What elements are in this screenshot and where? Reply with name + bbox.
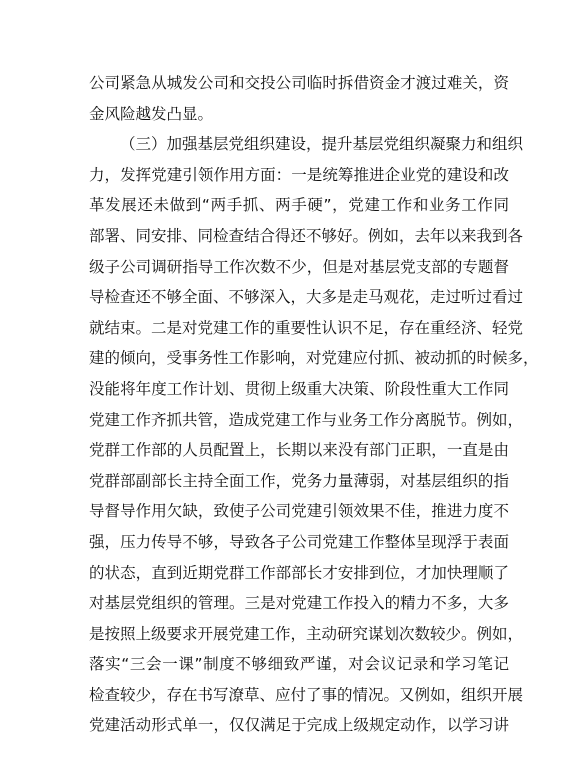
text-line: 强，压力传导不够，导致各子公司党建工作整体呈现浮于表面	[89, 532, 509, 551]
text-line: 公司紧急从城发公司和交投公司临时拆借资金才渡过难关，资	[89, 74, 509, 92]
text-line: 党群工作部的人员配置上，长期以来没有部门正职，一直是由	[89, 441, 509, 460]
section-heading-line: （三）加强基层党组织建设，提升基层党组织凝聚力和组织	[120, 135, 524, 154]
text-line: 就结束。二是对党建工作的重要性认识不足，存在重经济、轻党	[89, 318, 524, 337]
text-line: 力，发挥党建引领作用方面：一是统筹推进企业党的建设和改	[89, 165, 509, 184]
text-line: 革发展还未做到“两手抓、两手硬”，党建工作和业务工作同	[89, 196, 509, 215]
text-line: 级子公司调研指导工作次数不少，但是对基层党支部的专题督	[89, 257, 509, 276]
text-line: 金风险越发凸显。	[89, 104, 214, 123]
text-line: 没能将年度工作计划、贯彻上级重大决策、阶段性重大工作同	[89, 379, 509, 398]
text-line: 党建活动形式单一，仅仅满足于完成上级规定动作，以学习讲	[89, 716, 509, 735]
text-line: 的状态，直到近期党群工作部部长才安排到位，才加快理顺了	[89, 563, 509, 582]
text-line: 导检查还不够全面、不够深入，大多是走马观花，走过听过看过	[89, 288, 524, 307]
text-line: 落实“三会一课”制度不够细致严谨，对会议记录和学习笔记	[89, 655, 509, 674]
text-line: 检查较少，存在书写潦草、应付了事的情况。又例如，组织开展	[89, 685, 524, 704]
text-line: 建的倾向，受事务性工作影响，对党建应付抓、被动抓的时候多，	[89, 349, 539, 368]
text-line: 导督导作用欠缺，致使子公司党建引领效果不佳，推进力度不	[89, 502, 509, 521]
text-line: 党群部副部长主持全面工作，党务力量薄弱，对基层组织的指	[89, 471, 509, 490]
body-text	[89, 68, 539, 741]
text-line: 是按照上级要求开展党建工作，主动研究谋划次数较少。例如，	[89, 624, 524, 643]
text-line: 对基层党组织的管理。三是对党建工作投入的精力不多，大多	[89, 594, 509, 613]
text-line: 党建工作齐抓共管，造成党建工作与业务工作分离脱节。例如，	[89, 410, 524, 429]
text-line: 部署、同安排、同检查结合得还不够好。例如，去年以来我到各	[89, 226, 524, 245]
